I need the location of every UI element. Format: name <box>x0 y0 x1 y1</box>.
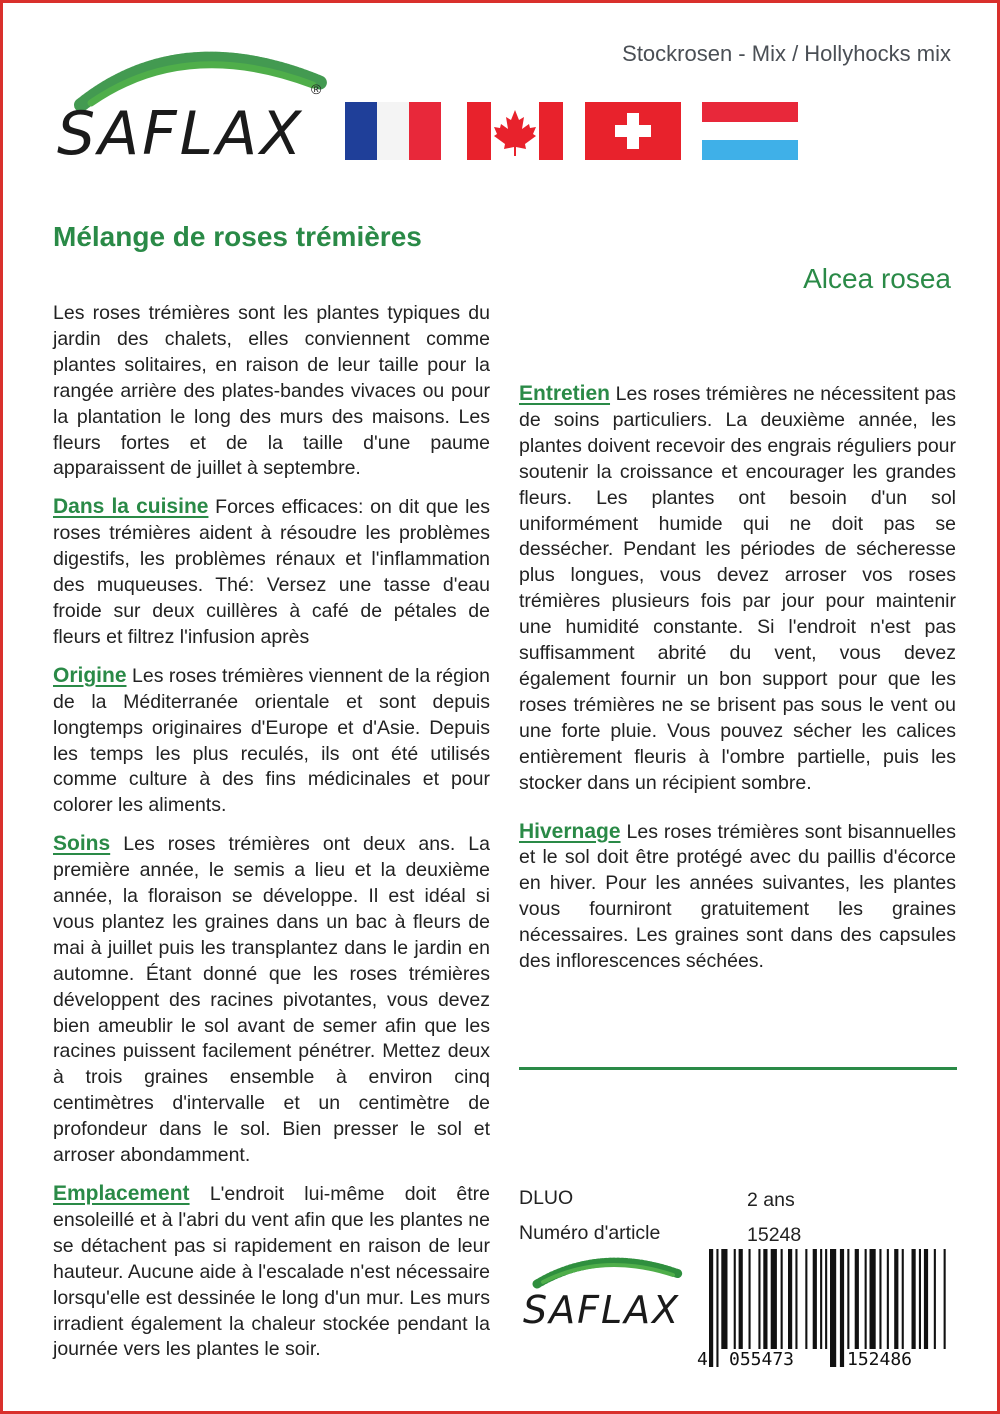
product-title: Stockrosen - Mix / Hollyhocks mix <box>622 41 951 66</box>
barcode-digits-group-1: 055473 <box>729 1349 795 1370</box>
barcode-bar <box>919 1249 921 1349</box>
section-title-origine: Origine <box>53 663 127 687</box>
barcode-bar <box>865 1249 867 1349</box>
barcode-bar <box>763 1249 767 1349</box>
saflax-logo <box>51 33 341 173</box>
dluo-label: DLUO <box>519 1187 574 1209</box>
text-column-right <box>519 381 956 987</box>
barcode-bar <box>902 1249 904 1349</box>
flag-luxembourg-icon <box>702 102 798 160</box>
barcode-bar <box>887 1249 889 1349</box>
section-entretien <box>519 381 956 797</box>
section-text-entretien: Les roses trémières ne nécessitent pas de soins particuliers. La deuxième année, les plantes doivent recevoir des engrais réguliers pour soutenir la croissance et encourager les grandes fleurs. Les plantes ont besoin d'un sol uniformément humide qui ne doit pas se dessécher. Pendant les périodes de sécheresse plus longues, vous devez arroser vos roses trémières plusieurs fois par jour pour maintenir une humidité constante. Si l'endroit n'est pas suffisamment abrité du vent, vous devez également fournir un bon support pour que les roses trémières ne se brisent pas sous le vent ou une forte pluie. Vous pouvez sécher les calices entièrement fleuris à l'ombre partielle, puis les stocker dans un récipient sombre. <box>519 383 956 794</box>
barcode-bar <box>944 1249 946 1349</box>
barcode-digits-group-2: 152486 <box>847 1349 913 1370</box>
section-text-origine: Les roses trémières viennent de la région de la Méditerranée orientale et sont depuis longtemps originaires d'Europe et d'Asie. Depuis les temps les plus reculés, ils ont été utilisés comme culture à des fins médicinales et pour colorer les aliments. <box>53 664 491 817</box>
dluo-value: 2 ans <box>747 1189 795 1211</box>
section-title-entretien: Entretien <box>519 382 611 405</box>
section-title-hivernage: Hivernage <box>519 819 621 843</box>
barcode-bar <box>820 1249 822 1349</box>
barcode-bar <box>788 1249 792 1349</box>
section-title-cuisine: Dans la cuisine <box>53 495 209 519</box>
barcode-bar <box>894 1249 898 1349</box>
article-number-value: 15248 <box>747 1224 802 1246</box>
barcode-bar <box>855 1249 859 1349</box>
country-flags <box>345 102 805 160</box>
barcode-bar <box>840 1249 844 1367</box>
barcode-bar <box>749 1249 751 1349</box>
barcode-bar <box>734 1249 736 1349</box>
section-origine <box>53 663 490 819</box>
barcode-bar <box>758 1249 760 1349</box>
barcode-bar <box>709 1249 713 1367</box>
barcode-bar <box>830 1249 836 1367</box>
barcode-bar <box>847 1249 849 1349</box>
section-text-cuisine: Forces efficaces: on dit que les roses trémières aident à résoudre les problèmes digestifs, les problèmes rénaux et l'inflammation des muqueuses. Thé: Versez une tasse d'eau froide sur deux cuillères à café de pétales de fleurs et filtrez l'infusion après <box>53 496 490 648</box>
flag-canada-icon <box>467 102 563 160</box>
section-text-emplacement: L'endroit lui-même doit être ensoleillé et à l'abri du vent afin que les plantes ne se détachent pas si rapidement en raison de leur hauteur. Aucune aide à l'escalade n'est nécessaire lorsqu'elle est dessinée le long d'un mur. Les murs irradient également la chaleur stockée pendant la journée vers les plantes le soir. <box>53 1183 491 1361</box>
section-text-hivernage: Les roses trémières sont bisannuelles et le sol doit être protégé avec du paillis d'écorce en hiver. Pour les années suivantes, les plantes vous fourniront gratuitement les graines nécessaires. Les graines sont dans des capsules des inflorescences séchées. <box>519 820 956 973</box>
section-soins <box>53 831 490 1169</box>
barcode-bar <box>739 1249 743 1349</box>
barcode-bar <box>912 1249 916 1349</box>
barcode-bar <box>934 1249 936 1349</box>
section-title-emplacement: Emplacement <box>53 1182 190 1205</box>
section-cuisine <box>53 494 490 650</box>
barcode-bar <box>879 1249 881 1349</box>
article-number-label: Numéro d'article <box>519 1222 661 1244</box>
barcode-bar <box>716 1249 718 1367</box>
intro-paragraph: Les roses trémières sont les plantes typiques du jardin des chalets, elles conviennent comme plantes solitaires, en raison de leur taille pour la rangée arrière des plates-bandes vivaces ou pour la plantation le long des murs des maisons. Les fleurs fortes et de la taille d'une paume apparaissent de juillet à septembre. <box>53 302 490 480</box>
barcode-digit-first: 4 <box>697 1349 708 1370</box>
flag-switzerland-icon <box>585 102 681 160</box>
logo-wordmark: SAFLAX <box>57 99 305 169</box>
section-hivernage <box>519 819 956 975</box>
barcode-bar <box>825 1249 827 1349</box>
page-heading: Mélange de roses trémières <box>53 221 422 252</box>
logo-wordmark-small: SAFLAX <box>523 1288 681 1332</box>
barcode-bar <box>771 1249 777 1349</box>
barcode-bar <box>805 1249 807 1349</box>
barcode-bar <box>781 1249 783 1349</box>
section-emplacement <box>53 1181 490 1363</box>
section-divider <box>519 1067 957 1070</box>
flag-france-icon <box>345 102 441 160</box>
barcode-bar <box>870 1249 876 1349</box>
saflax-logo-small <box>521 1248 691 1348</box>
barcode-bar <box>795 1249 797 1349</box>
registered-mark: ® <box>311 81 322 97</box>
section-title-soins: Soins <box>53 832 111 856</box>
barcode-bar <box>924 1249 928 1349</box>
barcode-bar <box>813 1249 817 1349</box>
barcode-bar <box>721 1249 727 1349</box>
text-column-left <box>53 301 490 1375</box>
latin-name: Alcea rosea <box>803 263 951 294</box>
section-text-soins: Les roses trémières ont deux ans. La première année, le semis a lieu et la deuxième année, la floraison se développe. Il est idéal si vous plantez les graines dans un bac à fleurs de mai à juillet puis les transplantez dans le jardin en automne. Étant donné que les roses trémières développent des racines pivotantes, vous devez bien ameublir le sol avant de semer afin que les racines puissent facilement pénétrer. Mettez deux à trois graines ensemble à environ cinq centimètres d'intervalle et un centimètre de profondeur dans le sol. Bien presser le sol et arroser abondamment. <box>53 833 490 1167</box>
